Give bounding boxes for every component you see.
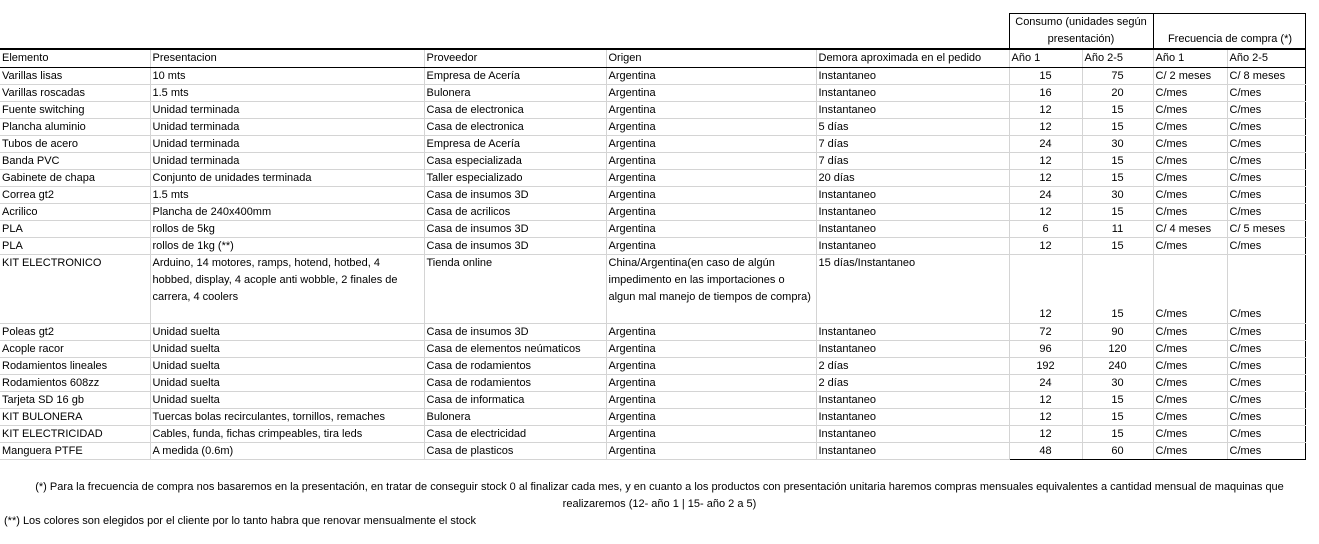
cell-consumo-ano2-5: 15 (1082, 392, 1153, 409)
col-header-elemento: Elemento (0, 49, 150, 68)
cell-frecuencia-ano2-5: C/mes (1227, 341, 1305, 358)
col-header-consumo-ano1: Año 1 (1009, 49, 1082, 68)
cell-elemento: PLA (0, 221, 150, 238)
cell-consumo-ano1: 48 (1009, 443, 1082, 460)
table-row (0, 409, 1305, 426)
cell-proveedor: Empresa de Acería (424, 136, 606, 153)
cell-origen: Argentina (606, 238, 816, 255)
cell-origen: Argentina (606, 358, 816, 375)
table-row (0, 221, 1305, 238)
cell-frecuencia-ano2-5: C/mes (1227, 255, 1305, 324)
cell-demora: Instantaneo (816, 238, 1009, 255)
cell-frecuencia-ano2-5: C/mes (1227, 204, 1305, 221)
cell-elemento: Correa gt2 (0, 187, 150, 204)
cell-consumo-ano1: 24 (1009, 375, 1082, 392)
table-row (0, 392, 1305, 409)
cell-demora: Instantaneo (816, 85, 1009, 102)
cell-consumo-ano1: 12 (1009, 255, 1082, 324)
table-row (0, 85, 1305, 102)
cell-origen: Argentina (606, 85, 816, 102)
cell-consumo-ano2-5: 15 (1082, 153, 1153, 170)
cell-consumo-ano1: 12 (1009, 238, 1082, 255)
cell-frecuencia-ano2-5: C/ 8 meses (1227, 68, 1305, 85)
col-header-frecuencia-ano2-5: Año 2-5 (1227, 49, 1305, 68)
cell-frecuencia-ano2-5: C/mes (1227, 443, 1305, 460)
cell-demora: 20 días (816, 170, 1009, 187)
cell-presentacion: Unidad terminada (150, 102, 424, 119)
table-row (0, 324, 1305, 341)
cell-consumo-ano1: 24 (1009, 136, 1082, 153)
cell-consumo-ano2-5: 15 (1082, 102, 1153, 119)
cell-consumo-ano1: 12 (1009, 204, 1082, 221)
cell-presentacion: 1.5 mts (150, 187, 424, 204)
cell-presentacion: Plancha de 240x400mm (150, 204, 424, 221)
table-row (0, 255, 1305, 324)
cell-frecuencia-ano2-5: C/mes (1227, 102, 1305, 119)
cell-origen: Argentina (606, 187, 816, 204)
cell-presentacion: rollos de 5kg (150, 221, 424, 238)
cell-demora: Instantaneo (816, 341, 1009, 358)
table-row (0, 170, 1305, 187)
cell-frecuencia-ano1: C/mes (1153, 119, 1227, 136)
cell-frecuencia-ano1: C/ 4 meses (1153, 221, 1227, 238)
cell-origen: Argentina (606, 341, 816, 358)
cell-demora: Instantaneo (816, 68, 1009, 85)
cell-elemento: KIT ELECTRICIDAD (0, 426, 150, 443)
cell-elemento: Tarjeta SD 16 gb (0, 392, 150, 409)
cell-frecuencia-ano1: C/mes (1153, 358, 1227, 375)
cell-origen: Argentina (606, 136, 816, 153)
cell-demora: 2 días (816, 375, 1009, 392)
cell-proveedor: Casa de insumos 3D (424, 221, 606, 238)
cell-consumo-ano1: 12 (1009, 426, 1082, 443)
cell-presentacion: Unidad terminada (150, 119, 424, 136)
cell-consumo-ano2-5: 11 (1082, 221, 1153, 238)
table-row (0, 375, 1305, 392)
cell-consumo-ano2-5: 15 (1082, 409, 1153, 426)
cell-consumo-ano1: 192 (1009, 358, 1082, 375)
cell-origen: Argentina (606, 170, 816, 187)
table-row (0, 443, 1305, 460)
cell-proveedor: Bulonera (424, 85, 606, 102)
cell-proveedor: Casa de rodamientos (424, 358, 606, 375)
cell-elemento: Tubos de acero (0, 136, 150, 153)
cell-origen: Argentina (606, 375, 816, 392)
cell-origen: Argentina (606, 153, 816, 170)
cell-frecuencia-ano1: C/mes (1153, 392, 1227, 409)
cell-frecuencia-ano1: C/mes (1153, 375, 1227, 392)
cell-proveedor: Tienda online (424, 255, 606, 324)
cell-origen: Argentina (606, 409, 816, 426)
cell-presentacion: Arduino, 14 motores, ramps, hotend, hotbed, 4 hobbed, display, 4 acople anti wobble, 2 finales de carrera, 4 coolers (150, 255, 424, 324)
cell-elemento: Gabinete de chapa (0, 170, 150, 187)
table-row (0, 68, 1305, 85)
cell-consumo-ano1: 6 (1009, 221, 1082, 238)
table-row (0, 102, 1305, 119)
cell-consumo-ano2-5: 30 (1082, 375, 1153, 392)
cell-proveedor: Empresa de Acería (424, 68, 606, 85)
cell-consumo-ano2-5: 120 (1082, 341, 1153, 358)
cell-presentacion: Unidad suelta (150, 392, 424, 409)
cell-elemento: KIT BULONERA (0, 409, 150, 426)
cell-presentacion: 1.5 mts (150, 85, 424, 102)
cell-elemento: Varillas lisas (0, 68, 150, 85)
cell-consumo-ano2-5: 75 (1082, 68, 1153, 85)
cell-elemento: Poleas gt2 (0, 324, 150, 341)
cell-presentacion: Conjunto de unidades terminada (150, 170, 424, 187)
cell-frecuencia-ano2-5: C/mes (1227, 409, 1305, 426)
cell-demora: Instantaneo (816, 443, 1009, 460)
cell-demora: 15 días/Instantaneo (816, 255, 1009, 324)
cell-frecuencia-ano2-5: C/mes (1227, 238, 1305, 255)
cell-frecuencia-ano2-5: C/mes (1227, 375, 1305, 392)
cell-frecuencia-ano2-5: C/mes (1227, 119, 1305, 136)
cell-proveedor: Taller especializado (424, 170, 606, 187)
cell-proveedor: Casa de informatica (424, 392, 606, 409)
table-row (0, 358, 1305, 375)
cell-origen: Argentina (606, 102, 816, 119)
cell-proveedor: Casa de insumos 3D (424, 187, 606, 204)
cell-demora: Instantaneo (816, 204, 1009, 221)
cell-frecuencia-ano1: C/mes (1153, 153, 1227, 170)
cell-origen: Argentina (606, 443, 816, 460)
cell-frecuencia-ano2-5: C/mes (1227, 153, 1305, 170)
cell-demora: Instantaneo (816, 324, 1009, 341)
cell-demora: Instantaneo (816, 392, 1009, 409)
cell-elemento: Rodamientos 608zz (0, 375, 150, 392)
cell-elemento: PLA (0, 238, 150, 255)
cell-origen: Argentina (606, 392, 816, 409)
cell-consumo-ano2-5: 15 (1082, 426, 1153, 443)
cell-frecuencia-ano2-5: C/mes (1227, 392, 1305, 409)
cell-demora: 5 días (816, 119, 1009, 136)
table-row (0, 187, 1305, 204)
cell-consumo-ano2-5: 240 (1082, 358, 1153, 375)
cell-consumo-ano2-5: 30 (1082, 136, 1153, 153)
cell-frecuencia-ano2-5: C/mes (1227, 187, 1305, 204)
cell-frecuencia-ano2-5: C/ 5 meses (1227, 221, 1305, 238)
cell-proveedor: Casa de insumos 3D (424, 238, 606, 255)
cell-demora: 7 días (816, 136, 1009, 153)
cell-origen: Argentina (606, 426, 816, 443)
table-row (0, 204, 1305, 221)
cell-proveedor: Casa de elementos neúmaticos (424, 341, 606, 358)
cell-frecuencia-ano1: C/mes (1153, 204, 1227, 221)
cell-presentacion: rollos de 1kg (**) (150, 238, 424, 255)
table-row (0, 136, 1305, 153)
cell-consumo-ano2-5: 15 (1082, 238, 1153, 255)
cell-frecuencia-ano1: C/mes (1153, 443, 1227, 460)
cell-presentacion: Unidad suelta (150, 341, 424, 358)
cell-consumo-ano1: 12 (1009, 409, 1082, 426)
cell-frecuencia-ano1: C/mes (1153, 255, 1227, 324)
purchase-planning-table (0, 13, 1306, 460)
cell-consumo-ano2-5: 20 (1082, 85, 1153, 102)
col-header-demora: Demora aproximada en el pedido (816, 49, 1009, 68)
cell-consumo-ano2-5: 90 (1082, 324, 1153, 341)
table-row (0, 341, 1305, 358)
cell-frecuencia-ano1: C/mes (1153, 85, 1227, 102)
cell-elemento: KIT ELECTRONICO (0, 255, 150, 324)
table-row (0, 119, 1305, 136)
cell-frecuencia-ano2-5: C/mes (1227, 358, 1305, 375)
cell-demora: Instantaneo (816, 426, 1009, 443)
cell-frecuencia-ano2-5: C/mes (1227, 85, 1305, 102)
col-header-proveedor: Proveedor (424, 49, 606, 68)
cell-consumo-ano2-5: 30 (1082, 187, 1153, 204)
cell-presentacion: 10 mts (150, 68, 424, 85)
cell-presentacion: Unidad suelta (150, 324, 424, 341)
cell-elemento: Banda PVC (0, 153, 150, 170)
cell-demora: Instantaneo (816, 409, 1009, 426)
cell-presentacion: Unidad terminada (150, 136, 424, 153)
cell-demora: Instantaneo (816, 102, 1009, 119)
cell-elemento: Manguera PTFE (0, 443, 150, 460)
cell-proveedor: Casa de acrilicos (424, 204, 606, 221)
cell-presentacion: Unidad terminada (150, 153, 424, 170)
cell-origen: Argentina (606, 119, 816, 136)
cell-presentacion: A medida (0.6m) (150, 443, 424, 460)
cell-origen: China/Argentina(en caso de algún impedimento en las importaciones o algun mal manejo de tiempos de compra) (606, 255, 816, 324)
cell-frecuencia-ano1: C/mes (1153, 170, 1227, 187)
cell-frecuencia-ano1: C/mes (1153, 324, 1227, 341)
cell-elemento: Rodamientos lineales (0, 358, 150, 375)
cell-presentacion: Unidad suelta (150, 358, 424, 375)
cell-proveedor: Casa de plasticos (424, 443, 606, 460)
cell-frecuencia-ano1: C/mes (1153, 341, 1227, 358)
cell-origen: Argentina (606, 324, 816, 341)
cell-consumo-ano1: 12 (1009, 102, 1082, 119)
cell-consumo-ano1: 12 (1009, 170, 1082, 187)
cell-elemento: Fuente switching (0, 102, 150, 119)
cell-frecuencia-ano2-5: C/mes (1227, 170, 1305, 187)
cell-frecuencia-ano1: C/mes (1153, 409, 1227, 426)
cell-demora: Instantaneo (816, 187, 1009, 204)
cell-elemento: Acrilico (0, 204, 150, 221)
cell-consumo-ano2-5: 15 (1082, 119, 1153, 136)
cell-consumo-ano2-5: 60 (1082, 443, 1153, 460)
cell-proveedor: Casa de insumos 3D (424, 324, 606, 341)
cell-proveedor: Casa de electronica (424, 119, 606, 136)
col-header-frecuencia-ano1: Año 1 (1153, 49, 1227, 68)
cell-presentacion: Tuercas bolas recirculantes, tornillos, remaches (150, 409, 424, 426)
cell-frecuencia-ano1: C/mes (1153, 102, 1227, 119)
frecuencia-group-header: Frecuencia de compra (*) (1153, 31, 1305, 49)
cell-frecuencia-ano1: C/mes (1153, 136, 1227, 153)
cell-consumo-ano1: 16 (1009, 85, 1082, 102)
cell-proveedor: Casa de electronica (424, 102, 606, 119)
cell-consumo-ano1: 72 (1009, 324, 1082, 341)
cell-frecuencia-ano2-5: C/mes (1227, 136, 1305, 153)
cell-consumo-ano2-5: 15 (1082, 170, 1153, 187)
cell-origen: Argentina (606, 204, 816, 221)
col-header-origen: Origen (606, 49, 816, 68)
cell-proveedor: Casa especializada (424, 153, 606, 170)
cell-frecuencia-ano1: C/mes (1153, 238, 1227, 255)
cell-presentacion: Unidad suelta (150, 375, 424, 392)
cell-consumo-ano2-5: 15 (1082, 204, 1153, 221)
cell-proveedor: Casa de electricidad (424, 426, 606, 443)
cell-frecuencia-ano2-5: C/mes (1227, 426, 1305, 443)
cell-frecuencia-ano1: C/ 2 meses (1153, 68, 1227, 85)
cell-consumo-ano1: 12 (1009, 153, 1082, 170)
col-header-presentacion: Presentacion (150, 49, 424, 68)
column-header-row (0, 49, 1305, 68)
col-header-consumo-ano2-5: Año 2-5 (1082, 49, 1153, 68)
cell-frecuencia-ano2-5: C/mes (1227, 324, 1305, 341)
cell-elemento: Acople racor (0, 341, 150, 358)
cell-elemento: Plancha aluminio (0, 119, 150, 136)
cell-proveedor: Bulonera (424, 409, 606, 426)
cell-consumo-ano1: 12 (1009, 392, 1082, 409)
cell-origen: Argentina (606, 68, 816, 85)
cell-proveedor: Casa de rodamientos (424, 375, 606, 392)
consumo-group-header: Consumo (unidades según presentación) (1009, 14, 1153, 50)
cell-demora: 7 días (816, 153, 1009, 170)
cell-consumo-ano2-5: 15 (1082, 255, 1153, 324)
cell-consumo-ano1: 15 (1009, 68, 1082, 85)
cell-presentacion: Cables, funda, fichas crimpeables, tira leds (150, 426, 424, 443)
footnotes (0, 479, 1319, 530)
table-row (0, 153, 1305, 170)
table-row (0, 426, 1305, 443)
cell-consumo-ano1: 24 (1009, 187, 1082, 204)
cell-consumo-ano1: 96 (1009, 341, 1082, 358)
cell-origen: Argentina (606, 221, 816, 238)
cell-demora: Instantaneo (816, 221, 1009, 238)
cell-elemento: Varillas roscadas (0, 85, 150, 102)
cell-consumo-ano1: 12 (1009, 119, 1082, 136)
cell-frecuencia-ano1: C/mes (1153, 426, 1227, 443)
table-row (0, 238, 1305, 255)
footnote-frecuencia: (*) Para la frecuencia de compra nos basaremos en la presentación, en tratar de conseguir stock 0 al finalizar cada mes, y en cuanto a los productos con presentación unitaria haremos compras mensuales equivalentes a cantidad mensual de maquinas que realizaremos (12- año 1 | 15- año 2 a 5) (35, 481, 1284, 510)
group-header-row (0, 14, 1305, 32)
cell-demora: 2 días (816, 358, 1009, 375)
footnote-colores: (**) Los colores son elegidos por el cliente por lo tanto habra que renovar mensualmente el stock (4, 515, 477, 527)
cell-frecuencia-ano1: C/mes (1153, 187, 1227, 204)
